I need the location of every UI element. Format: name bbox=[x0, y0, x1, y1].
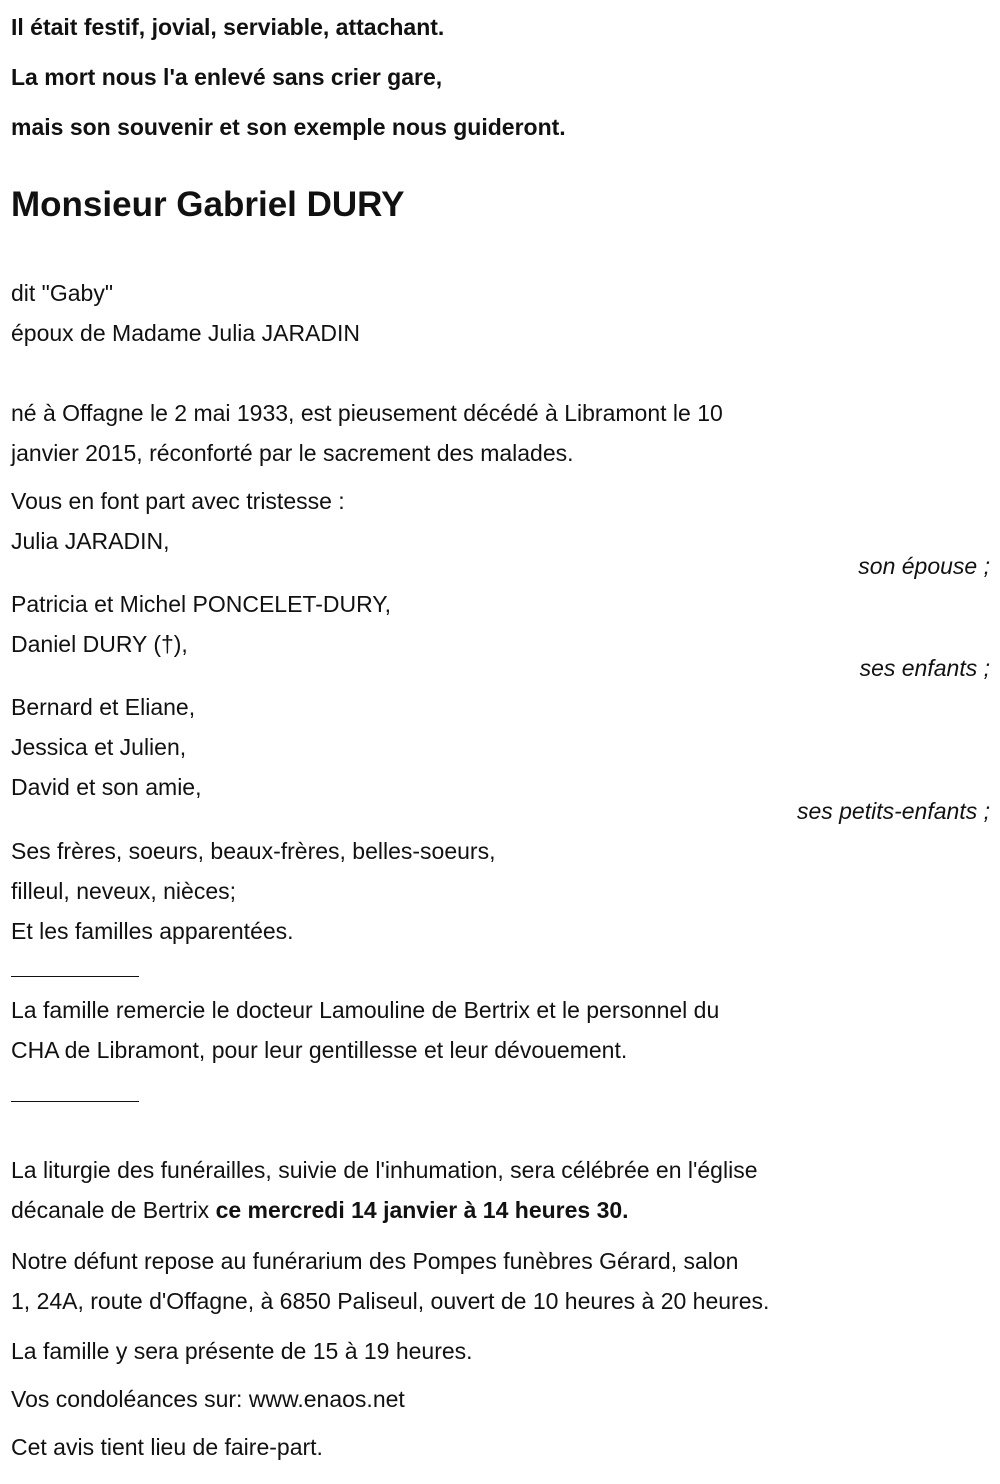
family-relation: son épouse ; bbox=[858, 553, 990, 579]
others-line: Ses frères, soeurs, beaux-frères, belles-soeurs, bbox=[11, 838, 496, 864]
presence: La famille y sera présente de 15 à 19 heures. bbox=[11, 1338, 473, 1364]
quote-line: Il était festif, jovial, serviable, attachant. bbox=[11, 14, 445, 40]
others-line: Et les familles apparentées. bbox=[11, 918, 294, 944]
family-relation: ses petits-enfants ; bbox=[796, 798, 990, 824]
liturgy-text: décanale de Bertrix bbox=[11, 1197, 216, 1223]
liturgy-date: ce mercredi 14 janvier à 14 heures 30. bbox=[215, 1197, 629, 1223]
separator bbox=[11, 1101, 139, 1102]
others-line: filleul, neveux, nièces; bbox=[11, 878, 237, 904]
quote-line: La mort nous l'a enlevé sans crier gare, bbox=[11, 64, 443, 90]
birth-death-line: né à Offagne le 2 mai 1933, est pieusement décédé à Libramont le 10 bbox=[11, 400, 723, 426]
repose-line: 1, 24A, route d'Offagne, à 6850 Paliseul, ouvert de 10 heures à 20 heures. bbox=[11, 1288, 770, 1314]
family-name: Julia JARADIN, bbox=[11, 528, 170, 554]
spouse-line: époux de Madame Julia JARADIN bbox=[11, 320, 360, 346]
family-name: David et son amie, bbox=[11, 774, 202, 800]
family-name: Daniel DURY (†), bbox=[11, 631, 188, 657]
page-title: Monsieur Gabriel DURY bbox=[11, 185, 405, 224]
repose-line: Notre défunt repose au funérarium des Pompes funèbres Gérard, salon bbox=[11, 1248, 739, 1274]
liturgy-line: La liturgie des funérailles, suivie de l'inhumation, sera célébrée en l'église bbox=[11, 1157, 758, 1183]
family-name: Patricia et Michel PONCELET-DURY, bbox=[11, 591, 392, 617]
nickname: dit "Gaby" bbox=[11, 280, 113, 306]
family-name: Bernard et Eliane, bbox=[11, 694, 196, 720]
family-name: Jessica et Julien, bbox=[11, 734, 187, 760]
condolences: Vos condoléances sur: www.enaos.net bbox=[11, 1386, 405, 1412]
liturgy-line bbox=[11, 1196, 629, 1224]
thanks-line: CHA de Libramont, pour leur gentillesse et leur dévouement. bbox=[11, 1037, 628, 1063]
closing: Cet avis tient lieu de faire-part. bbox=[11, 1434, 323, 1460]
announce: Vous en font part avec tristesse : bbox=[11, 488, 345, 514]
quote-line: mais son souvenir et son exemple nous guideront. bbox=[11, 114, 566, 140]
family-relation: ses enfants ; bbox=[859, 655, 990, 681]
birth-death-line: janvier 2015, réconforté par le sacrement des malades. bbox=[11, 440, 574, 466]
separator bbox=[11, 976, 139, 977]
thanks-line: La famille remercie le docteur Lamouline de Bertrix et le personnel du bbox=[11, 997, 720, 1023]
